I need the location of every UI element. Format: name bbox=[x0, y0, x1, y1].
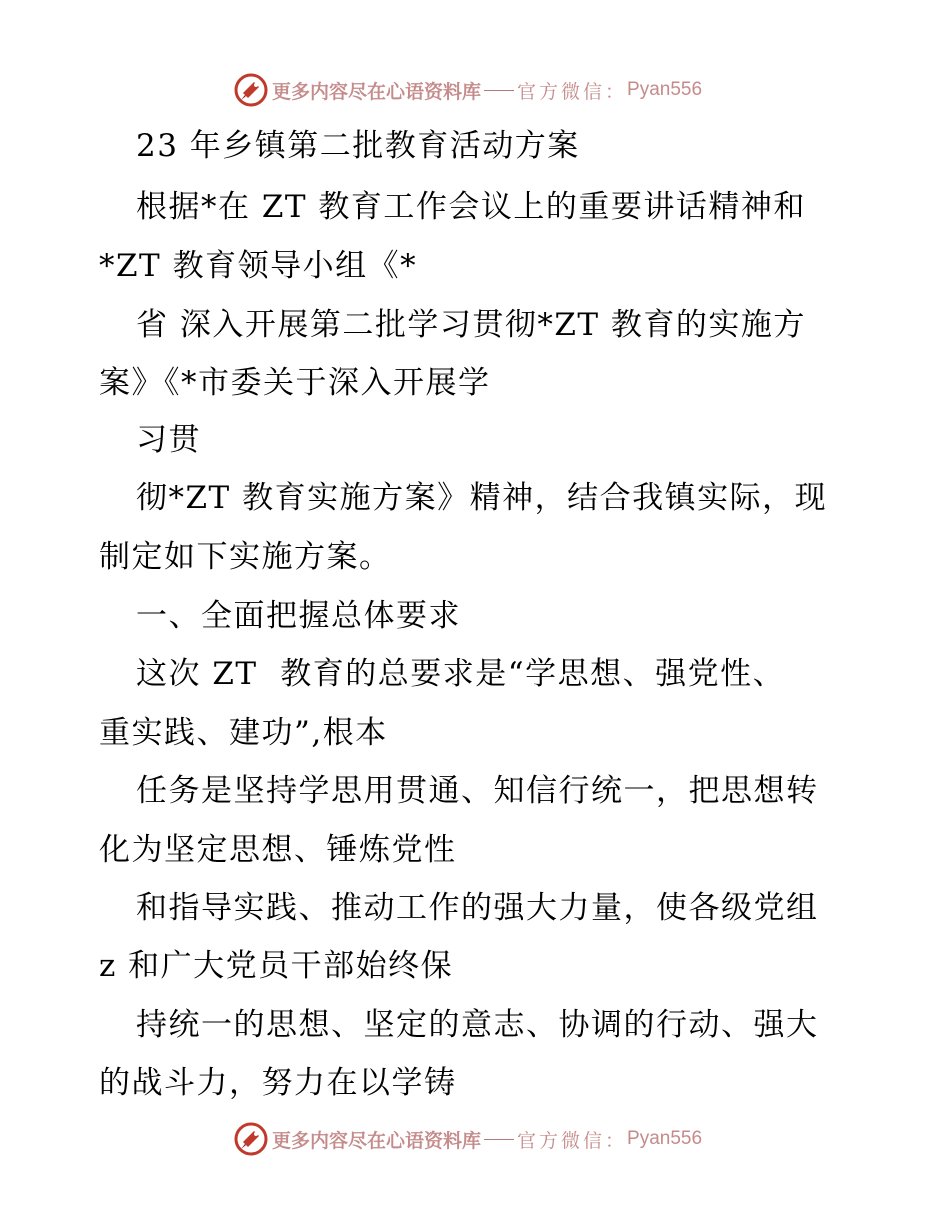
footer-dash-divider bbox=[484, 1139, 514, 1140]
paragraph-line: 习贯 bbox=[136, 422, 201, 458]
paragraph-line: 和指导实践、推动工作的强大力量，使各级党组 bbox=[136, 890, 819, 926]
header-brand-text: 更多内容尽在心语资料库 bbox=[272, 80, 482, 103]
paragraph-line: 的战斗力，努力在以学铸 bbox=[99, 1065, 457, 1101]
paragraph-line: 制定如下实施方案。 bbox=[99, 539, 392, 575]
brand-logo-icon bbox=[234, 73, 268, 107]
footer-wechat-label: 官方微信： bbox=[517, 1129, 628, 1152]
header-wechat-id: Pyan556 bbox=[627, 79, 703, 100]
page-header-watermark bbox=[234, 70, 702, 110]
paragraph-line: 案》《*市委关于深入开展学 bbox=[99, 365, 491, 401]
page-footer-watermark bbox=[234, 1119, 702, 1159]
brand-logo-icon bbox=[234, 1122, 268, 1156]
paragraph-line: 这次 ZT 教育的总要求是“学思想、强党性、 bbox=[136, 656, 786, 692]
header-wechat-label: 官方微信： bbox=[517, 80, 628, 103]
paragraph-line: 省 深入开展第二批学习贯彻*ZT 教育的实施方 bbox=[136, 307, 806, 343]
paragraph-line: *ZT 教育领导小组《* bbox=[99, 248, 418, 284]
paragraph-line: 重实践、建功”,根本 bbox=[99, 715, 388, 751]
footer-brand-text: 更多内容尽在心语资料库 bbox=[272, 1129, 482, 1152]
paragraph-line: z 和广大党员干部始终保 bbox=[99, 948, 454, 984]
footer-wechat-id: Pyan556 bbox=[627, 1128, 703, 1149]
paragraph-line: 根据*在 ZT 教育工作会议上的重要讲话精神和 bbox=[136, 189, 806, 225]
paragraph-line: 彻*ZT 教育实施方案》精神，结合我镇实际，现 bbox=[136, 480, 828, 516]
paragraph-line: 化为坚定思想、锤炼党性 bbox=[99, 832, 457, 868]
header-dash-divider bbox=[484, 90, 514, 91]
section-heading: 一、全面把握总体要求 bbox=[136, 598, 461, 634]
paragraph-line: 任务是坚持学思用贯通、知信行统一，把思想转 bbox=[136, 773, 819, 809]
document-title: 23 年乡镇第二批教育活动方案 bbox=[136, 128, 580, 164]
paragraph-line: 持统一的思想、坚定的意志、协调的行动、强大 bbox=[136, 1007, 819, 1043]
